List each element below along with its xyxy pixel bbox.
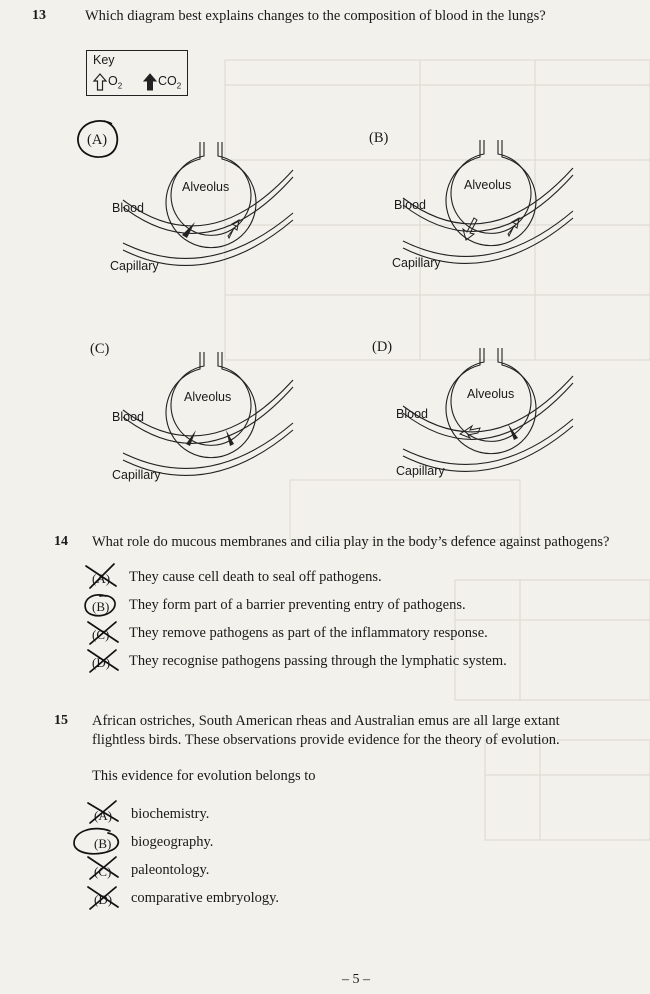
diagram-c-blood-label: Blood <box>112 410 144 424</box>
q14-option-b-letter[interactable]: (B) <box>92 599 110 614</box>
question-15-prompt: This evidence for evolution belongs to <box>92 768 316 784</box>
q15-option-d-text[interactable]: comparative embryology. <box>131 890 280 906</box>
question-14-text: What role do mucous membranes and cilia play in the body’s defence against pathogens? <box>92 534 610 550</box>
diagram-a <box>118 142 298 272</box>
question-13-text: Which diagram best explains changes to the composition of blood in the lungs? <box>85 8 546 24</box>
diagram-b-blood-label: Blood <box>394 198 426 212</box>
key-o2-label: $O_2$ <box>108 74 123 91</box>
diagram-a-blood-label: Blood <box>112 201 144 215</box>
q15-option-d-letter[interactable]: (D) <box>94 892 113 907</box>
diagram-b-label: (B) <box>369 130 389 146</box>
question-13-number: 13 <box>32 8 46 23</box>
question-15-number: 15 <box>54 713 68 728</box>
diagram-a-alveolus-label: Alveolus <box>182 180 230 194</box>
q14-option-a-letter[interactable]: (A) <box>92 571 111 586</box>
q14-option-c-letter[interactable]: (C) <box>92 627 110 642</box>
key-co2-label: $CO_2$ <box>158 74 182 91</box>
diagram-d-capillary-label: Capillary <box>396 464 445 478</box>
diagram-c-label: (C) <box>90 341 110 357</box>
diagram-d-label: (D) <box>372 339 393 355</box>
q15-option-a-letter[interactable]: (A) <box>94 808 113 823</box>
question-15-line-1: African ostriches, South American rheas and Australian emus are all large extant <box>92 713 560 729</box>
diagram-a-capillary-label: Capillary <box>110 259 159 273</box>
q14-option-b-text[interactable]: They form part of a barrier preventing entry of pathogens. <box>129 597 466 613</box>
question-14-number: 14 <box>54 534 68 549</box>
q14-option-c-text[interactable]: They remove pathogens as part of the inflammatory response. <box>129 625 488 641</box>
q15-option-c-text[interactable]: paleontology. <box>131 862 210 878</box>
q14-option-a-text[interactable]: They cause cell death to seal off pathogens. <box>129 569 382 585</box>
diagram-c <box>118 352 298 482</box>
q14-option-d-letter[interactable]: (D) <box>92 655 111 670</box>
diagram-d-alveolus-label: Alveolus <box>467 387 515 401</box>
q15-option-c-letter[interactable]: (C) <box>94 864 112 879</box>
diagram-c-alveolus-label: Alveolus <box>184 390 232 404</box>
diagram-c-capillary-label: Capillary <box>112 468 161 482</box>
diagram-b-capillary-label: Capillary <box>392 256 441 270</box>
key-title: Key <box>93 53 115 67</box>
key-box <box>86 50 188 96</box>
diagram-b-alveolus-label: Alveolus <box>464 178 512 192</box>
diagram-a-label: (A) <box>87 132 108 148</box>
page-number: – 5 – <box>342 972 370 987</box>
q14-option-d-text[interactable]: They recognise pathogens passing through the lymphatic system. <box>129 653 507 669</box>
q15-option-a-text[interactable]: biochemistry. <box>131 806 210 822</box>
o2-hollow-arrow-icon <box>93 73 107 91</box>
diagram-d-blood-label: Blood <box>396 407 428 421</box>
question-15-line-2: flightless birds. These observations provide evidence for the theory of evolution. <box>92 732 560 748</box>
q15-option-b-letter[interactable]: (B) <box>94 836 112 851</box>
q15-option-b-text[interactable]: biogeography. <box>131 834 214 850</box>
co2-solid-arrow-icon <box>143 73 157 91</box>
